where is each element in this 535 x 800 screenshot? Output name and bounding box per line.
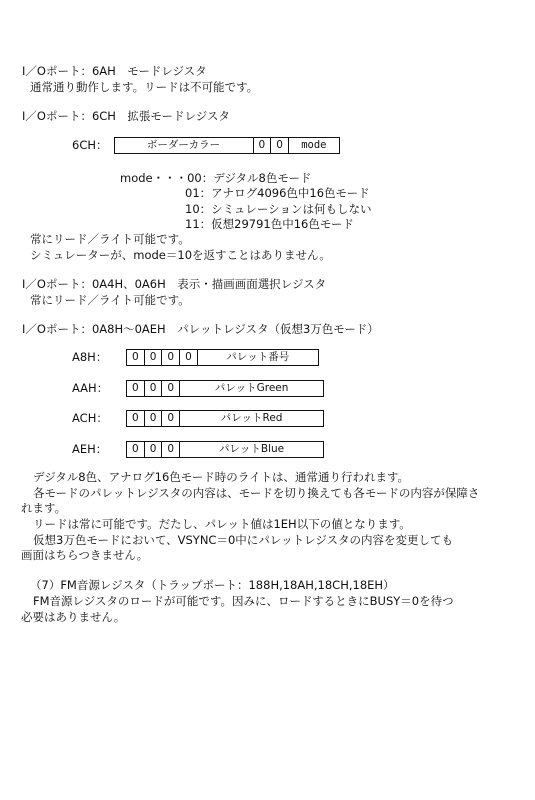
section-text-6ah: 通常通り動作します。リードは不可能です。 [30,80,259,94]
register-label: ACH： [72,410,108,425]
section-heading-palette: I／Oポート：0A8H～0AEH パレットレジスタ（仮想3万色モード） [22,322,379,336]
body-text: 必要はありません。 [21,610,126,624]
mode-line: 01：アナログ4096色中16色モード [185,186,370,200]
register-cell: 0 [179,350,197,365]
register-label: 6CH： [72,137,108,152]
register-cell: 0 [132,443,139,455]
register-label: A8H： [72,349,108,364]
register-cell: パレット番号 [197,350,318,365]
register-cell: パレットGreen [179,381,323,396]
body-text: 各モードのパレットレジスタの内容は、モードを切り換えても各モードの内容が保障さ [33,486,480,500]
register-diagram-ach [72,410,324,427]
body-text: 画面はちらつきません。 [21,548,149,562]
register-diagram-a8h [72,349,319,366]
register-cell: 0 [161,411,179,426]
body-text: FM音源レジスタのロードが可能です。因みに、ロードするときにBUSY＝0を待つ [33,594,454,608]
register-cell: 0 [132,382,139,394]
register-box [126,349,319,366]
body-text: リードは常に可能です。だたし、パレット値は1EH以下の値となります。 [33,517,411,531]
register-cell: 0 [132,351,139,363]
body-text: 常にリード／ライト可能です。 [30,293,190,307]
register-box [126,380,324,397]
register-cell: 0 [144,442,162,457]
register-cell: 0 [253,138,271,153]
body-text: 常にリード／ライト可能です。 [30,232,190,246]
register-cell: 0 [132,412,139,424]
register-cell: パレットRed [179,411,323,426]
register-cell: パレットBlue [179,442,323,457]
section-heading-6ch: I／Oポート：6CH 拡張モードレジスタ [22,109,230,123]
register-label: AAH： [72,380,109,395]
register-diagram-6ch [72,137,340,154]
body-text: 仮想3万色モードにおいて、VSYNC＝0中にパレットレジスタの内容を変更しても [33,533,454,547]
register-box [114,137,340,154]
register-diagram-aah [72,380,324,397]
register-cell: 0 [161,350,179,365]
register-cell: 0 [144,350,162,365]
register-diagram-aeh [72,441,324,458]
mode-line: 11：仮想29791色中16色モード [185,217,354,231]
register-cell: 0 [144,381,162,396]
section-heading-0a4h: I／Oポート：0A4H、0A6H 表示・描画画面選択レジスタ [22,277,327,291]
register-cell: mode [288,138,339,153]
section-heading-fm: （7）FM音源レジスタ（トラップポート：188H,18AH,18CH,18EH） [30,578,395,592]
section-heading-6ah: I／Oポート：6AH モードレジスタ [22,64,207,78]
body-text: れます。 [21,501,67,515]
body-text: シミュレーターが、mode＝10を返すことはありません。 [30,248,331,262]
body-text: デジタル8色、アナログ16色モード時のライトは、通常通り行われます。 [33,470,410,484]
register-cell: ボーダーカラー [146,139,221,151]
mode-line: mode・・・00：デジタル8色モード [120,171,312,185]
register-cell: 0 [161,442,179,457]
register-box [126,441,324,458]
register-cell: 0 [161,381,179,396]
register-label: AEH： [72,441,108,456]
register-cell: 0 [144,411,162,426]
register-box [126,410,324,427]
register-cell: 0 [270,138,288,153]
mode-line: 10：シミュレーションは何もしない [185,202,372,216]
